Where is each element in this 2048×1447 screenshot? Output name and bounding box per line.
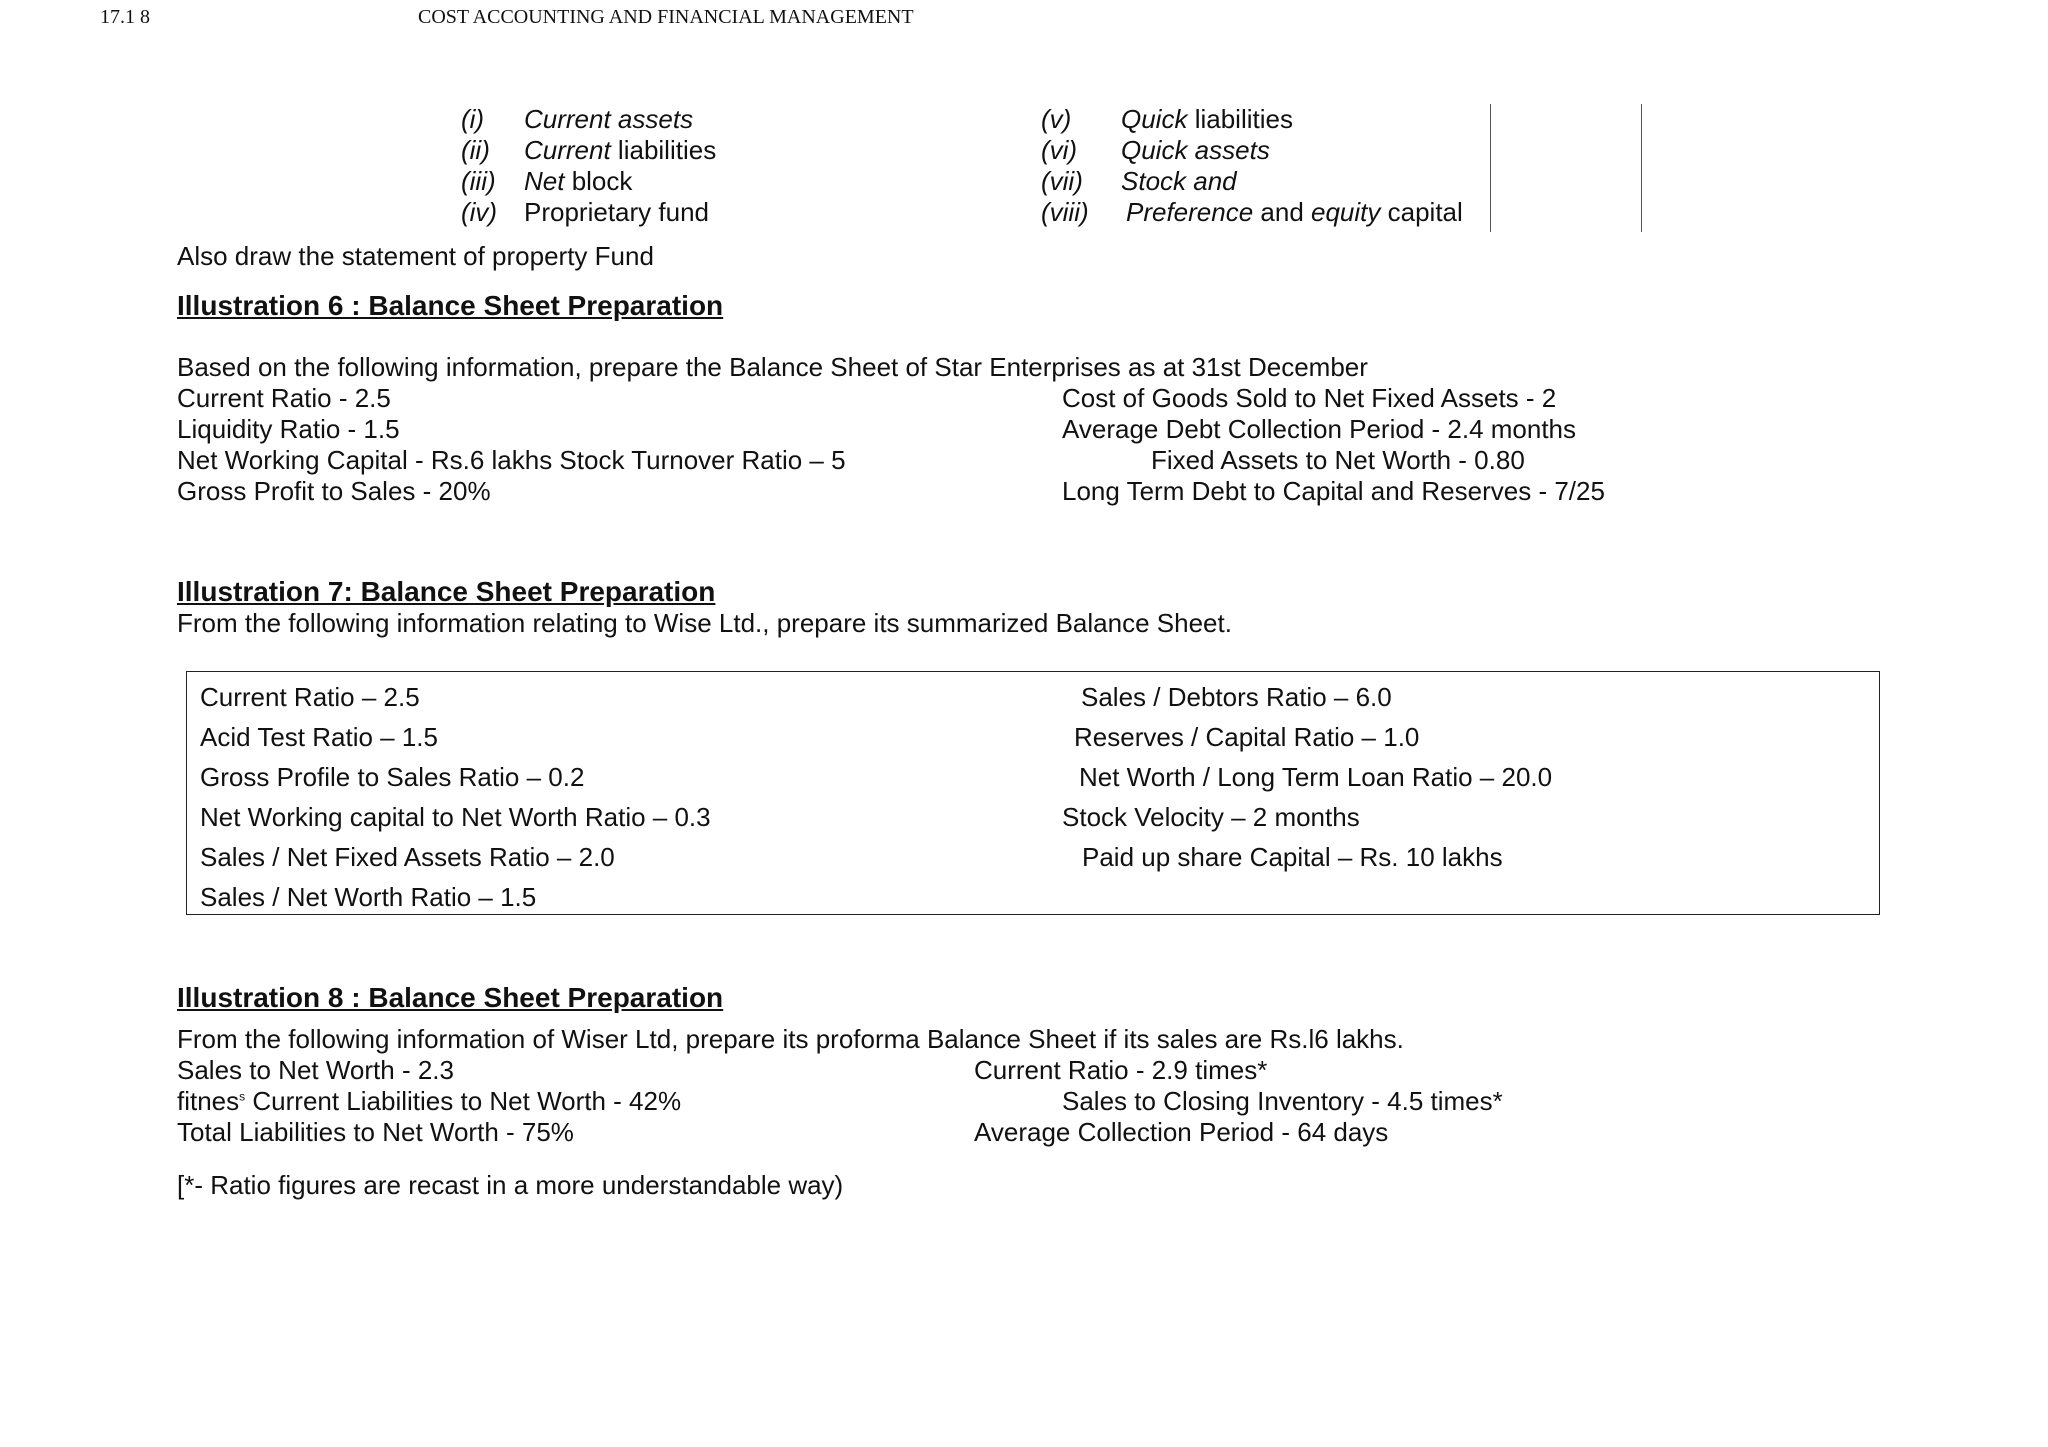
illustration-8-intro: From the following information of Wiser Ltd, prepare its proforma Balance Sheet if its sales are Rs.l6 lakhs. [177,1024,1404,1054]
term-item: Quick liabilities [1121,104,1293,134]
term-item: Proprietary fund [524,197,709,227]
ratio-item: Net Working Capital - Rs.6 lakhs Stock Turnover Ratio – 5 [177,445,846,475]
illustration-6-intro: Based on the following information, prepare the Balance Sheet of Star Enterprises as at 31st December [177,352,1368,382]
ratio-item: Average Collection Period - 64 days [974,1117,1389,1147]
ratio-item: Gross Profile to Sales Ratio – 0.2 [200,762,585,792]
term-num: (i) [461,104,485,134]
ratio-item: Reserves / Capital Ratio – 1.0 [1074,722,1420,752]
term-item: Preference and equity capital [1126,197,1463,227]
ratio-item: Paid up share Capital – Rs. 10 lakhs [1082,842,1503,872]
ratio-item: fitnes$^s$ Current Liabilities to Net Worth - 42% [177,1086,682,1116]
term-num: (vi) [1041,135,1078,165]
ratio-item: Cost of Goods Sold to Net Fixed Assets - 2 [1062,383,1557,413]
ratio-item: Long Term Debt to Capital and Reserves - 7/25 [1062,476,1605,506]
ratio-item: Current Ratio - 2.5 [177,383,391,413]
illustration-7-intro: From the following information relating to Wise Ltd., prepare its summarized Balance Sheet. [177,608,1232,638]
ratio-item: Sales / Net Worth Ratio – 1.5 [200,882,537,912]
property-fund-note: Also draw the statement of property Fund [177,241,654,271]
ratio-item: Gross Profit to Sales - 20% [177,476,491,506]
term-item: Quick assets [1121,135,1270,165]
illustration-7-heading: Illustration 7: Balance Sheet Preparation [177,576,716,607]
column-divider [1490,104,1491,232]
column-divider [1641,104,1642,232]
term-num: (ii) [461,135,490,165]
ratio-item: Total Liabilities to Net Worth - 75% [177,1117,574,1147]
ratio-item: Sales / Net Fixed Assets Ratio – 2.0 [200,842,615,872]
ratio-item: Sales to Closing Inventory - 4.5 times* [1062,1086,1503,1116]
term-item: Stock and [1121,166,1237,196]
ratio-item: Current Ratio - 2.9 times* [974,1055,1268,1085]
term-num: (iii) [461,166,496,196]
illustration-8-heading: Illustration 8 : Balance Sheet Preparation [177,982,724,1013]
ratio-item: Net Worth / Long Term Loan Ratio – 20.0 [1079,762,1553,792]
term-item: Current liabilities [524,135,717,165]
ratio-item: Liquidity Ratio - 1.5 [177,414,400,444]
term-num: (viii) [1041,197,1089,227]
illustration-6-heading: Illustration 6 : Balance Sheet Preparation [177,290,724,321]
term-num: (vii) [1041,166,1083,196]
ratio-item: Current Ratio – 2.5 [200,682,420,712]
ratio-item: Acid Test Ratio – 1.5 [200,722,438,752]
ratio-item: Fixed Assets to Net Worth - 0.80 [1151,445,1525,475]
ratio-item: Sales / Debtors Ratio – 6.0 [1081,682,1392,712]
page-number: 17.1 8 [100,6,150,28]
term-item: Current assets [524,104,694,134]
ratio-box [186,671,1880,915]
ratio-item: Net Working capital to Net Worth Ratio – 0.3 [200,802,711,832]
ratio-item: Average Debt Collection Period - 2.4 months [1062,414,1577,444]
running-title: COST ACCOUNTING AND FINANCIAL MANAGEMENT [418,6,914,28]
term-num: (v) [1041,104,1072,134]
term-item: Net block [524,166,633,196]
ratio-item: Sales to Net Worth - 2.3 [177,1055,454,1085]
ratio-item: Stock Velocity – 2 months [1062,802,1360,832]
term-num: (iv) [461,197,498,227]
footnote: [*- Ratio figures are recast in a more understandable way) [177,1170,844,1200]
